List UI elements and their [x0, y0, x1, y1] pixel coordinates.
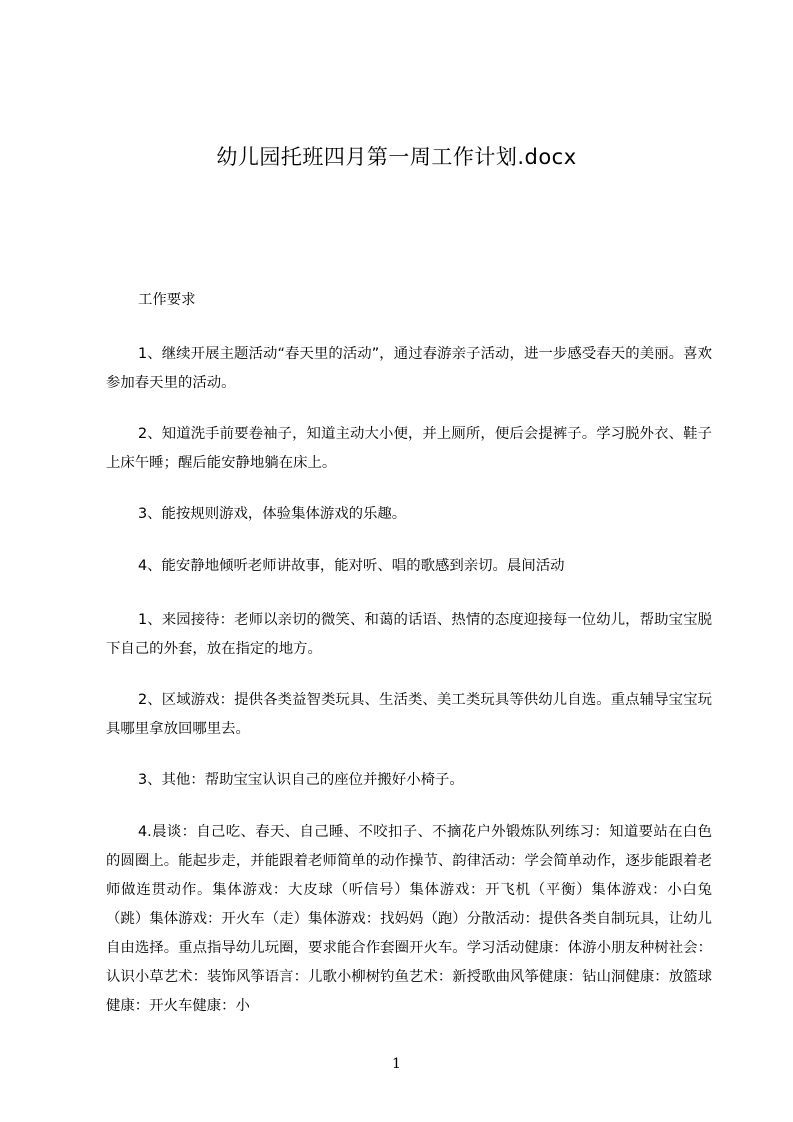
paragraph-1: 1、继续开展主题活动“春天里的活动”，通过春游亲子活动，进一步感受春天的美丽。喜欢参加春天里的活动。	[106, 346, 712, 391]
page-number: 1	[392, 1056, 401, 1072]
section-heading: 工作要求	[138, 292, 196, 308]
paragraph-8: 4.晨谈：自己吃、春天、自己睡、不咬扣子、不摘花户外锻炼队列练习：知道要站在白色的圆圈上。能起步走，并能跟着老师简单的动作操节、韵律活动：学会简单动作，逐步能跟着老师做连贯动作。集体游戏：大皮球（听信号）集体游戏：开飞机（平衡）集体游戏：小白兔（跳）集体游戏：开火车（走）集体游戏：找妈妈（跑）分散活动：提供各类自制玩具，让幼儿自由选择。重点指导幼儿玩圈，要求能合作套圈开火车。学习活动健康：体游小朋友种树社会：认识小草艺术：装饰风筝语言：儿歌小柳树钓鱼艺术：新授歌曲风筝健康：钻山洞健康：放篮球健康：开火车健康：小	[106, 824, 712, 1014]
paragraph-3: 3、能按规则游戏，体验集体游戏的乐趣。	[138, 506, 407, 522]
paragraph-7: 3、其他：帮助宝宝认识自己的座位并搬好小椅子。	[138, 772, 464, 788]
paragraph-6: 2、区域游戏：提供各类益智类玩具、生活类、美工类玩具等供幼儿自选。重点辅导宝宝玩具哪里拿放回哪里去。	[106, 692, 712, 737]
paragraph-2: 2、知道洗手前要卷袖子，知道主动大小便，并上厕所，便后会提裤子。学习脱外衣、鞋子上床午睡；醒后能安静地躺在床上。	[106, 426, 712, 471]
paragraph-4: 4、能安静地倾听老师讲故事，能对听、唱的歌感到亲切。晨间活动	[138, 558, 565, 574]
paragraph-5: 1、来园接待：老师以亲切的微笑、和蔼的话语、热情的态度迎接每一位幼儿，帮助宝宝脱下自己的外套，放在指定的地方。	[106, 612, 712, 657]
document-title: 幼儿园托班四月第一周工作计划.docx	[216, 145, 577, 169]
